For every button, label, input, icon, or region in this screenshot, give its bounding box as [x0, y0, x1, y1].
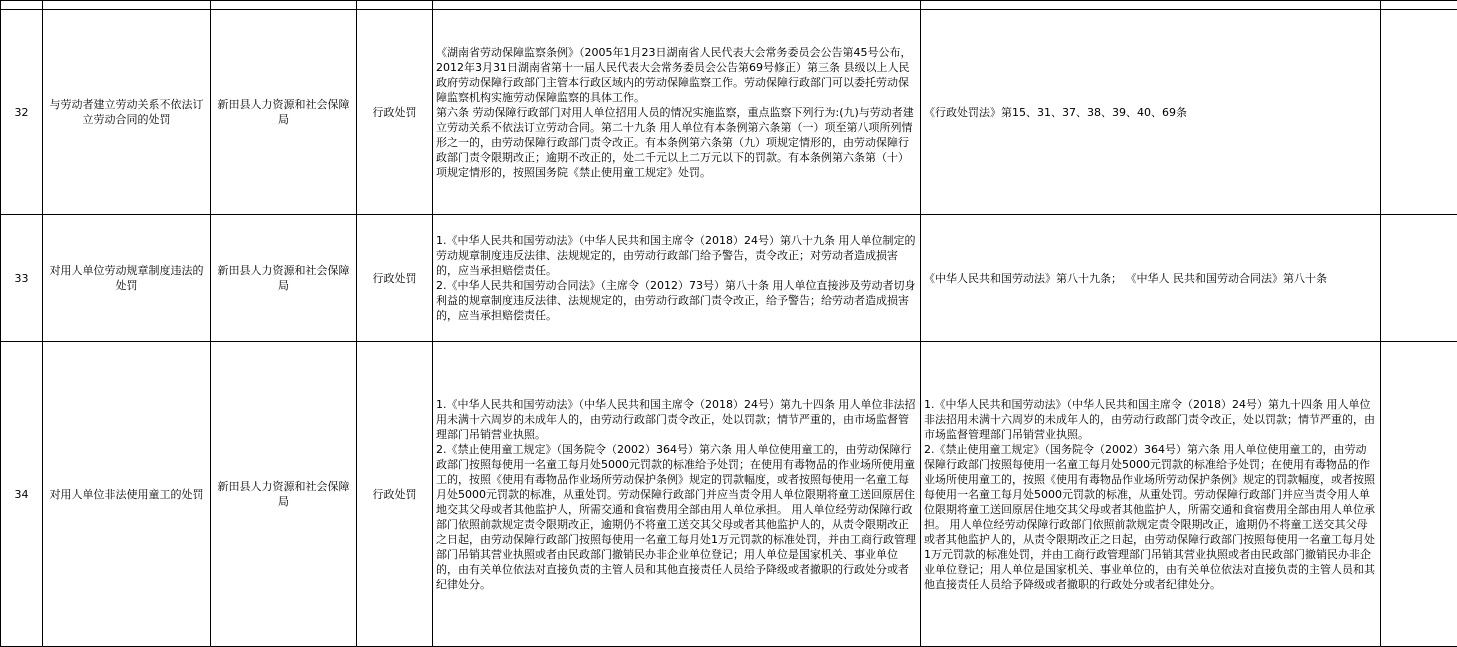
item-name: 对用人单位劳动规章制度违法的处罚 — [43, 215, 211, 342]
row-number: 33 — [1, 215, 43, 342]
legal-basis-paragraph: 《湖南省劳动保障监察条例》（2005年1月23日湖南省人民代表大会常务委员会公告第45号公布，2012年3月31日湖南省第十一届人民代表大会常务委员会公告第69号修正）第三条 县级以上人民政府劳动保障行政部门主管本行政区域内的劳动保障监察工作。劳动保障行政部门可以委托劳动保障监察机构实施劳动保障监察的具体工作。 — [436, 45, 912, 104]
procedure-paragraph: 1.《中华人民共和国劳动法》（中华人民共和国主席令（2018）24号）第九十四条 用人单位非法招用未满十六周岁的未成年人的，由劳动行政部门责令改正，处以罚款；情节严重的，由市场监督管理部门吊销营业执照。 — [924, 397, 1375, 441]
table-row — [1, 215, 1457, 342]
item-name: 对用人单位非法使用童工的处罚 — [43, 342, 211, 647]
table-cell — [1381, 1, 1457, 10]
agency: 新田县人力资源和社会保障局 — [211, 10, 357, 215]
legal-basis — [433, 215, 921, 342]
category: 行政处罚 — [357, 342, 433, 647]
procedure-basis: 《中华人民共和国劳动法》第八十九条； 《中华人 民共和国劳动合同法》第八十条 — [921, 215, 1381, 342]
agency: 新田县人力资源和社会保障局 — [211, 215, 357, 342]
legal-basis-paragraph: 1.《中华人民共和国劳动法》（中华人民共和国主席令（2018）24号）第八十九条 用人单位制定的劳动规章制度违反法律、法规规定的，由劳动行政部门给予警告，责令改正；对劳动者造成损害的，应当承担赔偿责任。 — [436, 234, 916, 277]
table-row-top-edge — [1, 1, 1457, 10]
agency: 新田县人力资源和社会保障局 — [211, 342, 357, 647]
table-row — [1, 342, 1457, 647]
remarks — [1381, 215, 1457, 342]
procedure-paragraph: 2.《禁止使用童工规定》（国务院令（2002）364号）第六条 用人单位使用童工的，由劳动保障行政部门按照每使用一名童工每月处5000元罚款的标准给予处罚；在使用有毒物品的作业场所使用童工的，按照《使用有毒物品作业场所劳动保护条例》规定的罚款幅度，或者按照每使用一名童工每月处5000元罚款的标准，从重处罚。劳动保障行政部门并应当责令用人单位限期将童工送回原居住地交其父母或者其他监护人，所需交通和食宿费用全部由用人单位承担。 用人单位经劳动保障行政部门依照前款规定责令限期改正，逾期仍不将童工送交其父母或者其他监护人的，从责令限期改正之日起，由劳动保障行政部门按照每使用一名童工每月处1万元罚款的标准处罚，并由工商行政管理部门吊销其营业执照或者由民政部门撤销民办非企业单位登记；用人单位是国家机关、事业单位的，由有关单位依法对直接负责的主管人员和其他直接责任人员给予降级或者撤职的行政处分或者纪律处分。 — [924, 442, 1375, 591]
table-row — [1, 10, 1457, 215]
remarks — [1381, 342, 1457, 647]
legal-basis — [433, 342, 921, 647]
legal-basis-paragraph: 1.《中华人民共和国劳动法》（中华人民共和国主席令（2018）24号）第九十四条 用人单位非法招用未满十六周岁的未成年人的，由劳动行政部门责令改正，处以罚款；情节严重的，由市场监督管理部门吊销营业执照。 — [436, 397, 916, 441]
category: 行政处罚 — [357, 215, 433, 342]
item-name: 与劳动者建立劳动关系不依法订立劳动合同的处罚 — [43, 10, 211, 215]
row-number: 34 — [1, 342, 43, 647]
table-cell — [357, 1, 433, 10]
table-cell — [43, 1, 211, 10]
table-cell — [1, 1, 43, 10]
legal-basis-paragraph: 2.《禁止使用童工规定》（国务院令（2002）364号）第六条 用人单位使用童工的，由劳动保障行政部门按照每使用一名童工每月处5000元罚款的标准给予处罚；在使用有毒物品的作业场所使用童工的，按照《使用有毒物品作业场所劳动保护条例》规定的罚款幅度，或者按照每使用一名童工每月处5000元罚款的标准，从重处罚。劳动保障行政部门并应当责令用人单位限期将童工送回原居住地交其父母或者其他监护人，所需交通和食宿费用全部由用人单位承担。 用人单位经劳动保障行政部门依照前款规定责令限期改正，逾期仍不将童工送交其父母或者其他监护人的，从责令限期改正之日起，由劳动保障行政部门按照每使用一名童工每月处1万元罚款的标准处罚，并由工商行政管理部门吊销其营业执照或者由民政部门撤销民办非企业单位登记；用人单位是国家机关、事业单位的，由有关单位依法对直接负责的主管人员和其他直接责任人员给予降级或者撤职的行政处分或者纪律处分。 — [436, 442, 916, 591]
legal-basis — [433, 10, 921, 215]
remarks — [1381, 10, 1457, 215]
row-number: 32 — [1, 10, 43, 215]
procedure-basis — [921, 342, 1381, 647]
table-cell — [211, 1, 357, 10]
legal-basis-paragraph: 第六条 劳动保障行政部门对用人单位招用人员的情况实施监察，重点监察下列行为:(九)与劳动者建立劳动关系不依法订立劳动合同。第二十九条 用人单位有本条例第六条第（一）项至第八项所列情形之一的，由劳动保障行政部门责令改正。有本条例第六条第（九）项规定情形的，由劳动保障行政部门责令限期改正；逾期不改正的，处二千元以上二万元以下的罚款。有本条例第六条第（十）项规定情形的，按照国务院《禁止使用童工规定》处罚。 — [436, 105, 914, 179]
table-cell — [921, 1, 1381, 10]
category: 行政处罚 — [357, 10, 433, 215]
table-cell — [433, 1, 921, 10]
legal-basis-paragraph: 2.《中华人民共和国劳动合同法》（主席令（2012）73号）第八十条 用人单位直接涉及劳动者切身利益的规章制度违反法律、法规规定的，由劳动行政部门责令改正，给予警告；给劳动者造成损害的，应当承担赔偿责任。 — [436, 279, 916, 322]
procedure-basis: 《行政处罚法》第15、31、37、38、39、40、69条 — [921, 10, 1381, 215]
